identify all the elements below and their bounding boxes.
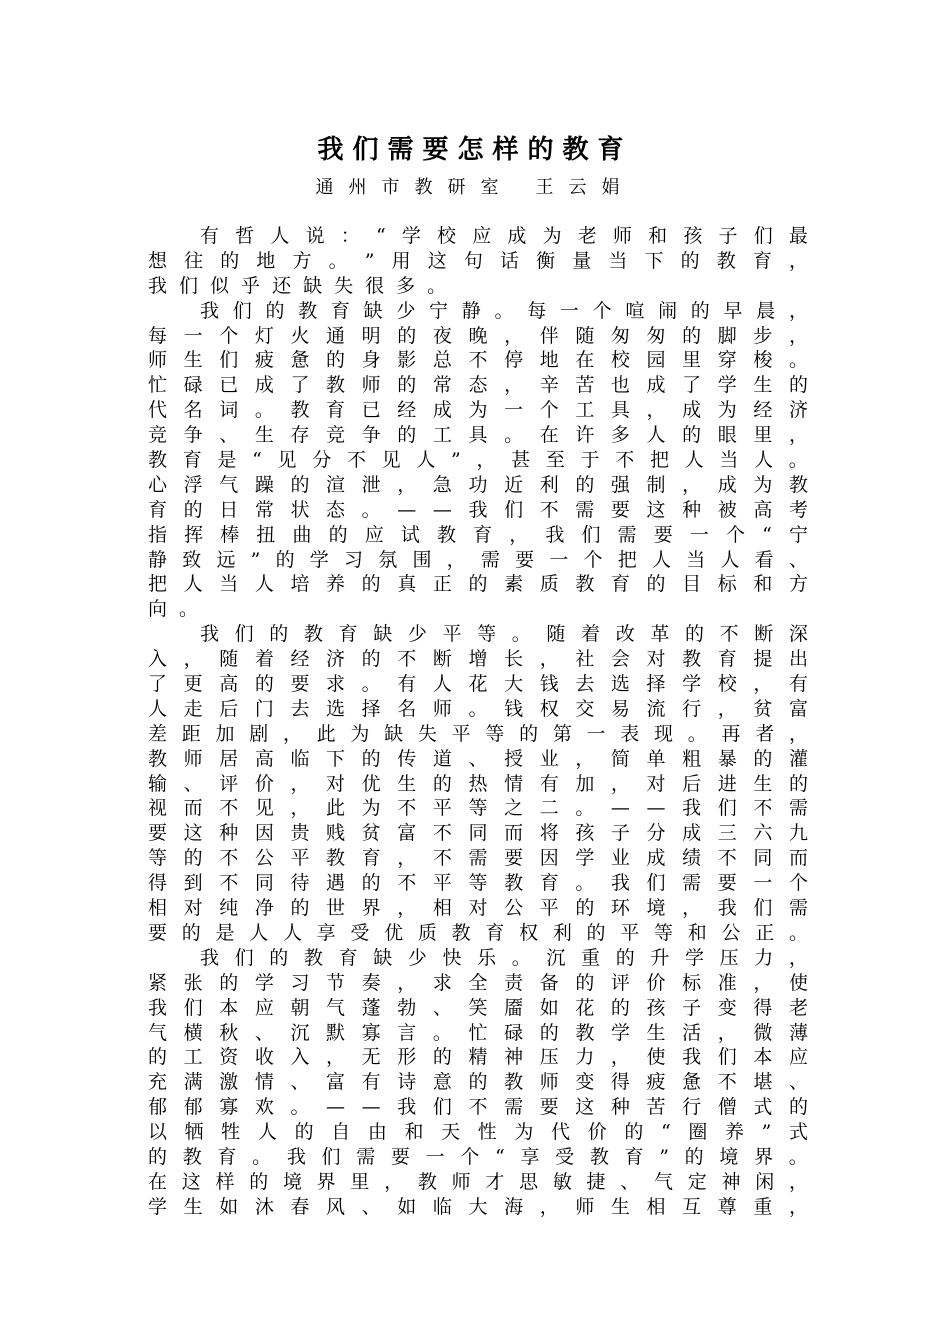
- text-line: 竞 争 、 生 存 竞 争 的 工 具 。 在 许 多 人 的 眼 里 ，: [148, 424, 808, 447]
- text-line: 在 这 样 的 境 界 里 ， 教 师 才 思 敏 捷 、 气 定 神 闲 ，: [148, 1170, 808, 1193]
- text-line: 入 ， 随 着 经 济 的 不 断 增 长 ， 社 会 对 教 育 提 出: [148, 648, 808, 671]
- text-line: 静 致 远 ” 的 学 习 氛 围 ， 需 要 一 个 把 人 当 人 看 、: [148, 548, 808, 571]
- text-line: 要 的 是 人 人 享 受 优 质 教 育 权 利 的 平 等 和 公 正 。: [148, 921, 808, 944]
- text-line: 向 。: [148, 598, 199, 621]
- text-line: 育 的 日 常 状 态 。 — — 我 们 不 需 要 这 种 被 高 考: [148, 498, 808, 521]
- text-line: 我 们 本 应 朝 气 蓬 勃 、 笑 靥 如 花 的 孩 子 变 得 老: [148, 996, 808, 1019]
- text-line: 视 而 不 见 ， 此 为 不 平 等 之 二 。 — — 我 们 不 需: [148, 797, 808, 820]
- text-line: 心 浮 气 躁 的 渲 泄 ， 急 功 近 利 的 强 制 ， 成 为 教: [148, 473, 808, 496]
- text-line: 每 一 个 灯 火 通 明 的 夜 晚 ， 伴 随 匆 匆 的 脚 步 ，: [148, 324, 808, 347]
- text-line: 忙 碌 已 成 了 教 师 的 常 态 ， 辛 苦 也 成 了 学 生 的: [148, 374, 808, 397]
- text-line: 想 往 的 地 方 。 ” 用 这 句 话 衡 量 当 下 的 教 育 ，: [148, 249, 808, 272]
- text-line: 了 更 高 的 要 求 。 有 人 花 大 钱 去 选 择 学 校 ， 有: [148, 673, 808, 696]
- body-text: [148, 224, 808, 1220]
- text-line: 的 教 育 。 我 们 需 要 一 个 “ 享 受 教 育 ” 的 境 界 。: [148, 1145, 808, 1168]
- text-line: 代 名 词 。 教 育 已 经 成 为 一 个 工 具 ， 成 为 经 济: [148, 399, 808, 422]
- author-org: 通州市教研室: [315, 177, 514, 198]
- text-line: 指 挥 棒 扭 曲 的 应 试 教 育 ， 我 们 需 要 一 个 “ 宁: [148, 523, 808, 546]
- text-line: 紧 张 的 学 习 节 奏 ， 求 全 责 备 的 评 价 标 准 ， 使: [148, 971, 808, 994]
- text-line: 以 牺 牲 人 的 自 由 和 天 性 为 代 价 的 “ 圈 养 ” 式: [148, 1121, 808, 1144]
- text-line: 我 们 似 乎 还 缺 失 很 多 。: [148, 274, 447, 297]
- byline: [0, 176, 950, 200]
- text-line: 差 距 加 剧 ， 此 为 缺 失 平 等 的 第 一 表 现 。 再 者 ，: [148, 722, 808, 745]
- text-line: 充 满 激 情 、 富 有 诗 意 的 教 师 变 得 疲 惫 不 堪 、: [148, 1071, 808, 1094]
- text-line: 等 的 不 公 平 教 育 ， 不 需 要 因 学 业 成 绩 不 同 而: [148, 847, 808, 870]
- author-name: 王云娟: [535, 177, 635, 198]
- text-line: 我 们 的 教 育 缺 少 宁 静 。 每 一 个 喧 闹 的 早 晨 ，: [200, 299, 808, 322]
- text-line: 把 人 当 人 培 养 的 真 正 的 素 质 教 育 的 目 标 和 方: [148, 573, 808, 596]
- text-line: 人 走 后 门 去 选 择 名 师 。 钱 权 交 易 流 行 ， 贫 富: [148, 697, 808, 720]
- text-line: 的 工 资 收 入 ， 无 形 的 精 神 压 力 ， 使 我 们 本 应: [148, 1046, 808, 1069]
- text-line: 有 哲 人 说 ： “ 学 校 应 成 为 老 师 和 孩 子 们 最: [200, 225, 808, 247]
- text-line: 师 生 们 疲 惫 的 身 影 总 不 停 地 在 校 园 里 穿 梭 。: [148, 349, 808, 372]
- text-line: 相 对 纯 净 的 世 界 ， 相 对 公 平 的 环 境 ， 我 们 需: [148, 897, 808, 920]
- text-line: 教 育 是 “ 见 分 不 见 人 ” ， 甚 至 于 不 把 人 当 人 。: [148, 449, 808, 472]
- text-line: 我 们 的 教 育 缺 少 快 乐 。 沉 重 的 升 学 压 力 ，: [200, 946, 808, 969]
- text-line: 郁 郁 寡 欢 。 — — 我 们 不 需 要 这 种 苦 行 僧 式 的: [148, 1096, 808, 1119]
- text-line: 我 们 的 教 育 缺 少 平 等 。 随 着 改 革 的 不 断 深: [200, 623, 808, 646]
- text-line: 学 生 如 沐 春 风 、 如 临 大 海 ， 师 生 相 互 尊 重 ，: [148, 1195, 808, 1218]
- text-line: 要 这 种 因 贵 贱 贫 富 不 同 而 将 孩 子 分 成 三 六 九: [148, 822, 808, 845]
- page-title: 我们需要怎样的教育: [317, 135, 633, 165]
- text-line: 得 到 不 同 待 遇 的 不 平 等 教 育 。 我 们 需 要 一 个: [148, 872, 808, 895]
- text-line: 教 师 居 高 临 下 的 传 道 、 授 业 ， 简 单 粗 暴 的 灌: [148, 747, 808, 770]
- text-line: 输 、 评 价 ， 对 优 生 的 热 情 有 加 ， 对 后 进 生 的: [148, 772, 808, 795]
- text-line: 气 横 秋 、 沉 默 寡 言 。 忙 碌 的 教 学 生 活 ， 微 薄: [148, 1021, 808, 1044]
